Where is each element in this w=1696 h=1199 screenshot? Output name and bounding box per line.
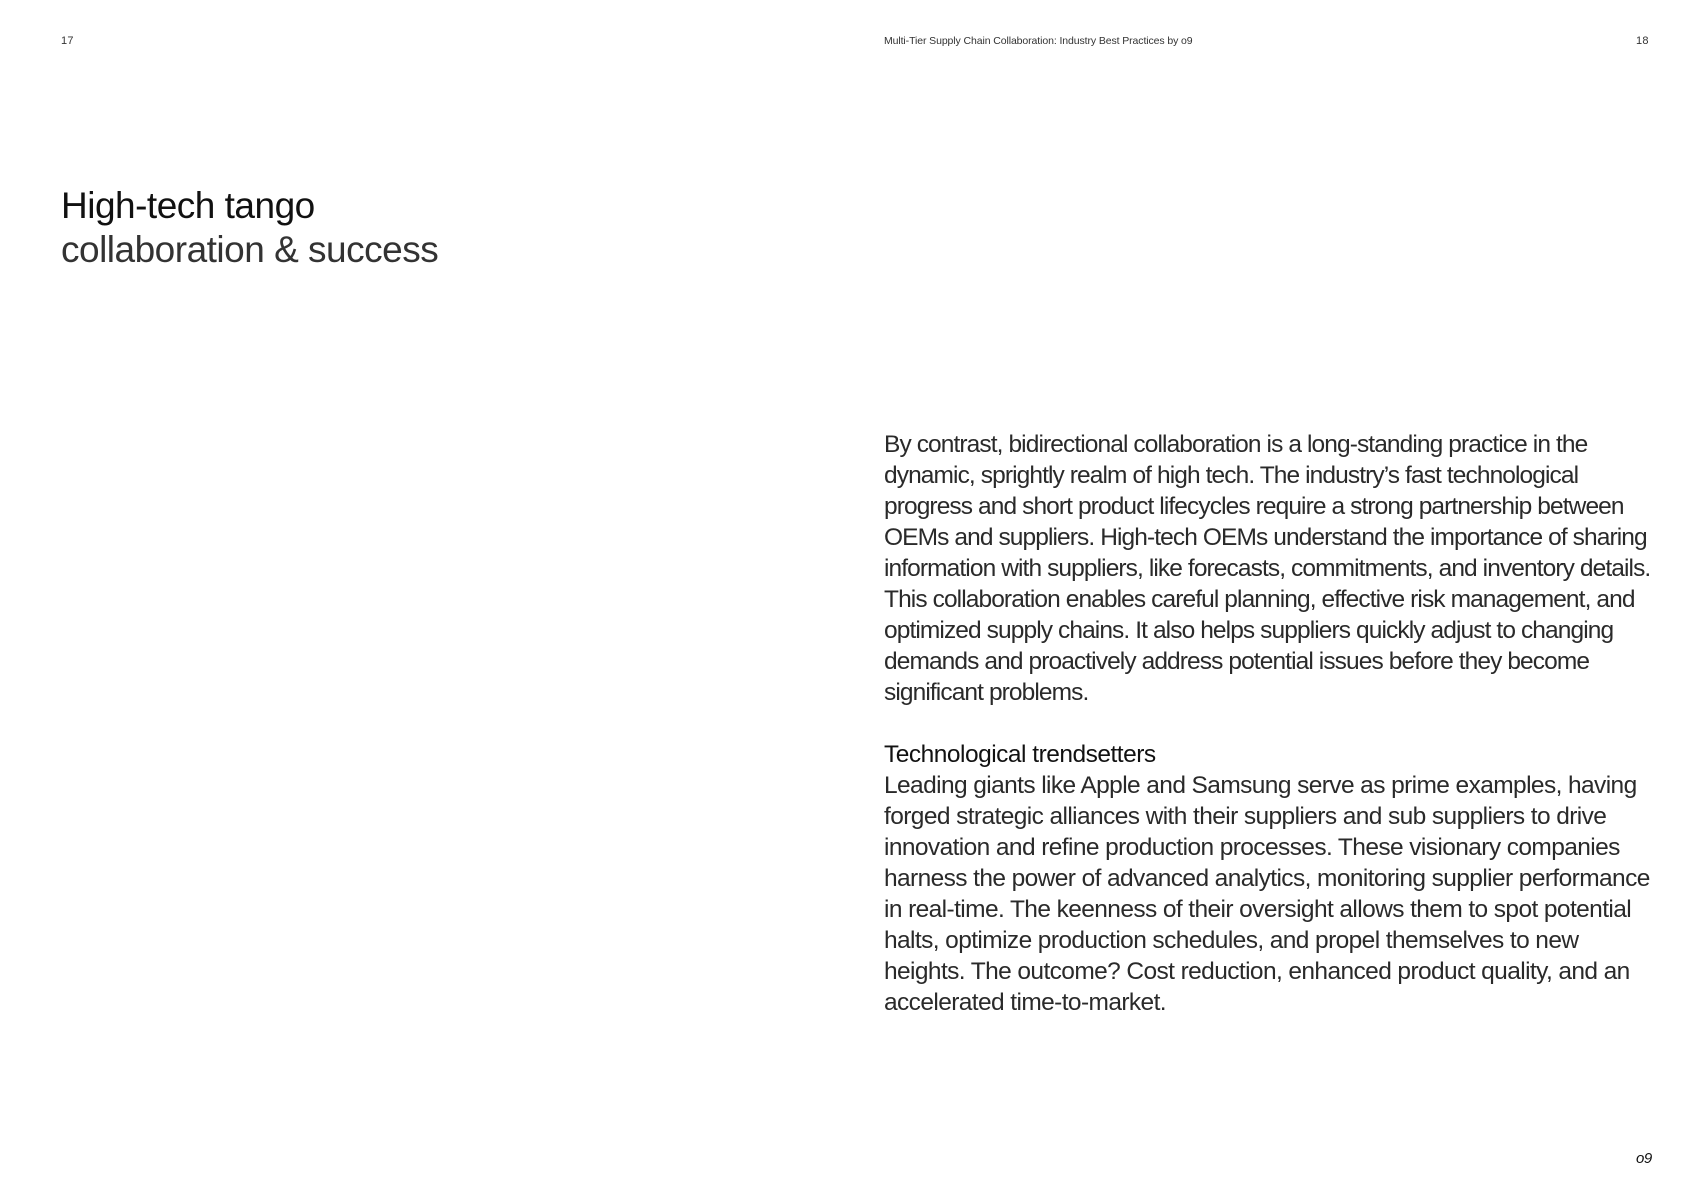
section-title [61,184,761,272]
running-header: Multi-Tier Supply Chain Collaboration: Industry Best Practices by o9 [884,35,1193,47]
intro-paragraph: By contrast, bidirectional collaboration is a long-standing practice in the dynamic, sprightly realm of high tech. The industry’s fast technological progress and short product lifecycles require a strong partnership between OEMs and suppliers. High-tech OEMs understand the importance of sharing information with suppliers, like forecasts, commitments, and inventory details. This collaboration enables careful planning, effective risk management, and optimized supply chains. It also helps suppliers quickly adjust to changing demands and proactively address potential issues before they become significant problems. [884,431,1651,706]
right-page-number: 18 [1636,35,1649,47]
body-text-column [884,429,1654,1018]
title-line-secondary: collaboration & success [61,229,439,270]
o9-logo: o9 [1636,1150,1652,1167]
title-line-primary: High-tech tango [61,185,315,226]
left-page-number: 17 [61,35,74,47]
subheading: Technological trendsetters [884,741,1156,768]
trendsetters-paragraph: Leading giants like Apple and Samsung serve as prime examples, having forged strategic alliances with their suppliers and sub suppliers to drive innovation and refine production processes. These visionary companies harness the power of advanced analytics, monitoring supplier performance in real-time. The keenness of their oversight allows them to spot potential halts, optimize production schedules, and propel themselves to new heights. The outcome? Cost reduction, enhanced product quality, and an accelerated time-to-market. [884,772,1650,1016]
